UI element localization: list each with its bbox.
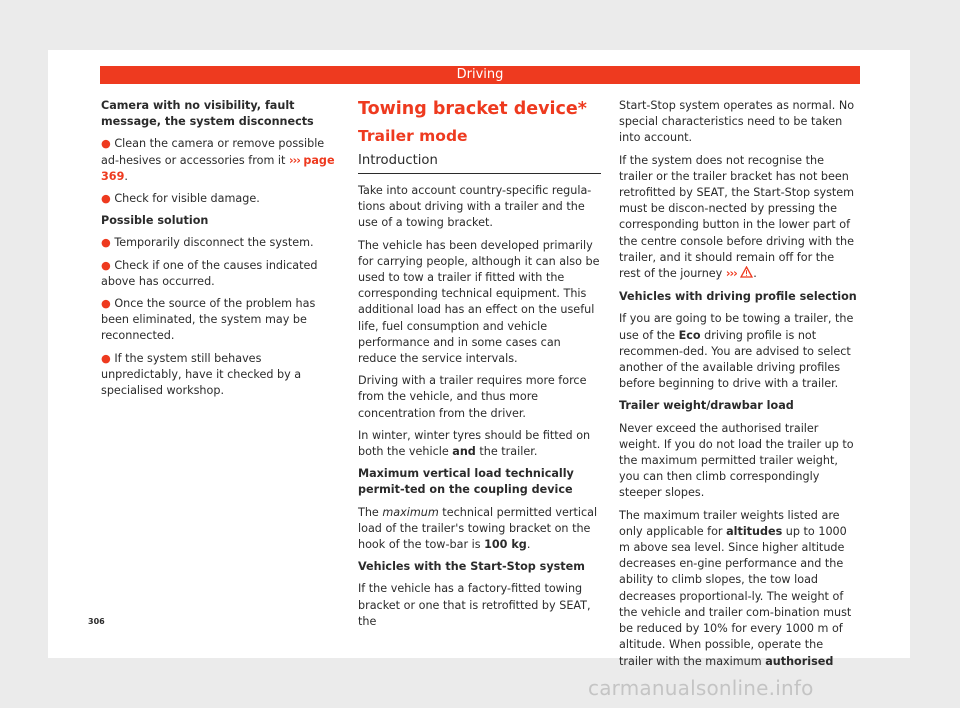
list-item — [101, 351, 341, 400]
page-number: 306 — [88, 617, 105, 626]
list-item-text: Clean the camera or remove possible ad-hesives or accessories from it — [101, 137, 325, 167]
list-item-text: If the system still behaves unpredictably, have it checked by a specialised workshop. — [101, 351, 302, 398]
list-item-text: Temporarily disconnect the system. — [114, 236, 314, 250]
list-item — [101, 296, 341, 345]
column-left — [101, 98, 341, 405]
text: the trailer. — [475, 445, 538, 459]
chapter-subtitle: Trailer mode — [358, 127, 468, 145]
text: . — [526, 538, 531, 552]
emphasis: altitudes — [726, 524, 783, 538]
heading-driving-profile: Vehicles with driving profile selection — [619, 290, 857, 304]
bullet-icon: ● — [101, 137, 111, 151]
list-item — [101, 235, 341, 251]
heading-trailer-weight: Trailer weight/drawbar load — [619, 399, 794, 413]
punctuation: . — [753, 267, 757, 281]
chapter-title: Towing bracket device* — [358, 99, 587, 119]
cross-reference-arrows[interactable]: ››› — [725, 267, 737, 281]
paragraph — [619, 311, 859, 392]
heading-start-stop: Vehicles with the Start-Stop system — [358, 560, 585, 574]
section-header-bar — [100, 66, 860, 84]
divider — [358, 173, 601, 174]
emphasis: and — [452, 445, 476, 459]
emphasis: Eco — [678, 328, 701, 342]
paragraph: Start-Stop system operates as normal. No special characteristics need to be taken into account. — [619, 99, 855, 145]
emphasis: maximum — [382, 505, 439, 519]
bullet-icon: ● — [101, 351, 111, 365]
cross-reference-arrows[interactable]: ››› — [288, 153, 300, 167]
paragraph: If the vehicle has a factory-fitted towing bracket or one that is retrofitted by SEAT, the — [358, 582, 591, 628]
list-item — [101, 191, 341, 207]
text: up to 1000 m above sea level. Since higher altitude decreases en-gine performance and the ability to climb slopes, the tow load decreases proportional-ly. The weight of the vehicle and trailer com-bination must be reduced by 10% for every 1000 m of altitude. When possible, operate the trailer with the maximum — [619, 524, 852, 668]
list-item-text: Check for visible damage. — [114, 192, 260, 206]
paragraph — [358, 505, 601, 554]
text: The maximum trailer weights listed are only applicable for — [619, 508, 840, 538]
bullet-icon: ● — [101, 297, 111, 311]
cross-reference-link[interactable]: page 369 — [101, 153, 335, 183]
heading-possible-solution: Possible solution — [101, 214, 209, 228]
text: technical permitted vertical load of the trailer's towing bracket on the hook of the tow-bar is — [358, 505, 598, 552]
punctuation: . — [124, 169, 128, 183]
list-item — [101, 136, 341, 185]
bullet-icon: ● — [101, 192, 111, 206]
introduction-heading: Introduction — [358, 153, 438, 168]
column-middle — [358, 98, 601, 636]
text: driving profile is not recommen-ded. You are advised to select another of the available driving profiles before beginning to drive with a trailer. — [619, 328, 851, 391]
paragraph — [619, 153, 859, 284]
paragraph: Driving with a trailer requires more force from the vehicle, and thus more concentration from the driver. — [358, 374, 587, 420]
bullet-icon: ● — [101, 236, 111, 250]
section-title: Driving — [456, 67, 504, 82]
paragraph: Never exceed the authorised trailer weight. If you do not load the trailer up to the maximum permitted trailer weight, you can then climb correspondingly steeper slopes. — [619, 421, 854, 500]
text: If the system does not recognise the trailer or the trailer bracket has not been retrofitted by SEAT, the Start-Stop system must be discon-nected by pressing the corresponding button in the lower part of the centre console before driving with the trailer, and it should remain off for the rest of the journey — [619, 153, 855, 281]
emphasis: authorised — [765, 654, 834, 668]
list-item — [101, 258, 341, 290]
paragraph: The vehicle has been developed primarily for carrying people, although it can also be used to tow a trailer if fitted with the corresponding technical equipment. This additional load has an effect on the useful life, fuel consumption and vehicle performance and in some cases can reduce the service intervals. — [358, 238, 600, 366]
text: The — [358, 505, 383, 519]
bullet-icon: ● — [101, 258, 111, 272]
list-item-text: Once the source of the problem has been eliminated, the system may be reconnected. — [101, 297, 316, 343]
paragraph — [358, 428, 601, 460]
list-item-text: Check if one of the causes indicated above has occurred. — [101, 258, 318, 288]
heading-camera-visibility: Camera with no visibility, fault message, the system disconnects — [101, 99, 314, 129]
heading-vertical-load: Maximum vertical load technically permit-ted on the coupling device — [358, 467, 574, 497]
emphasis: 100 kg — [484, 538, 527, 552]
column-right — [619, 98, 859, 676]
warning-triangle-icon[interactable] — [740, 266, 753, 283]
paragraph: Take into account country-specific regula-tions about driving with a trailer and the use of a towing bracket. — [358, 184, 592, 230]
text: If you are going to be towing a trailer, the use of the — [619, 312, 854, 342]
paragraph — [619, 508, 859, 670]
watermark: carmanualsonline.info — [588, 676, 814, 700]
text: In winter, winter tyres should be fitted on both the vehicle — [358, 428, 591, 459]
